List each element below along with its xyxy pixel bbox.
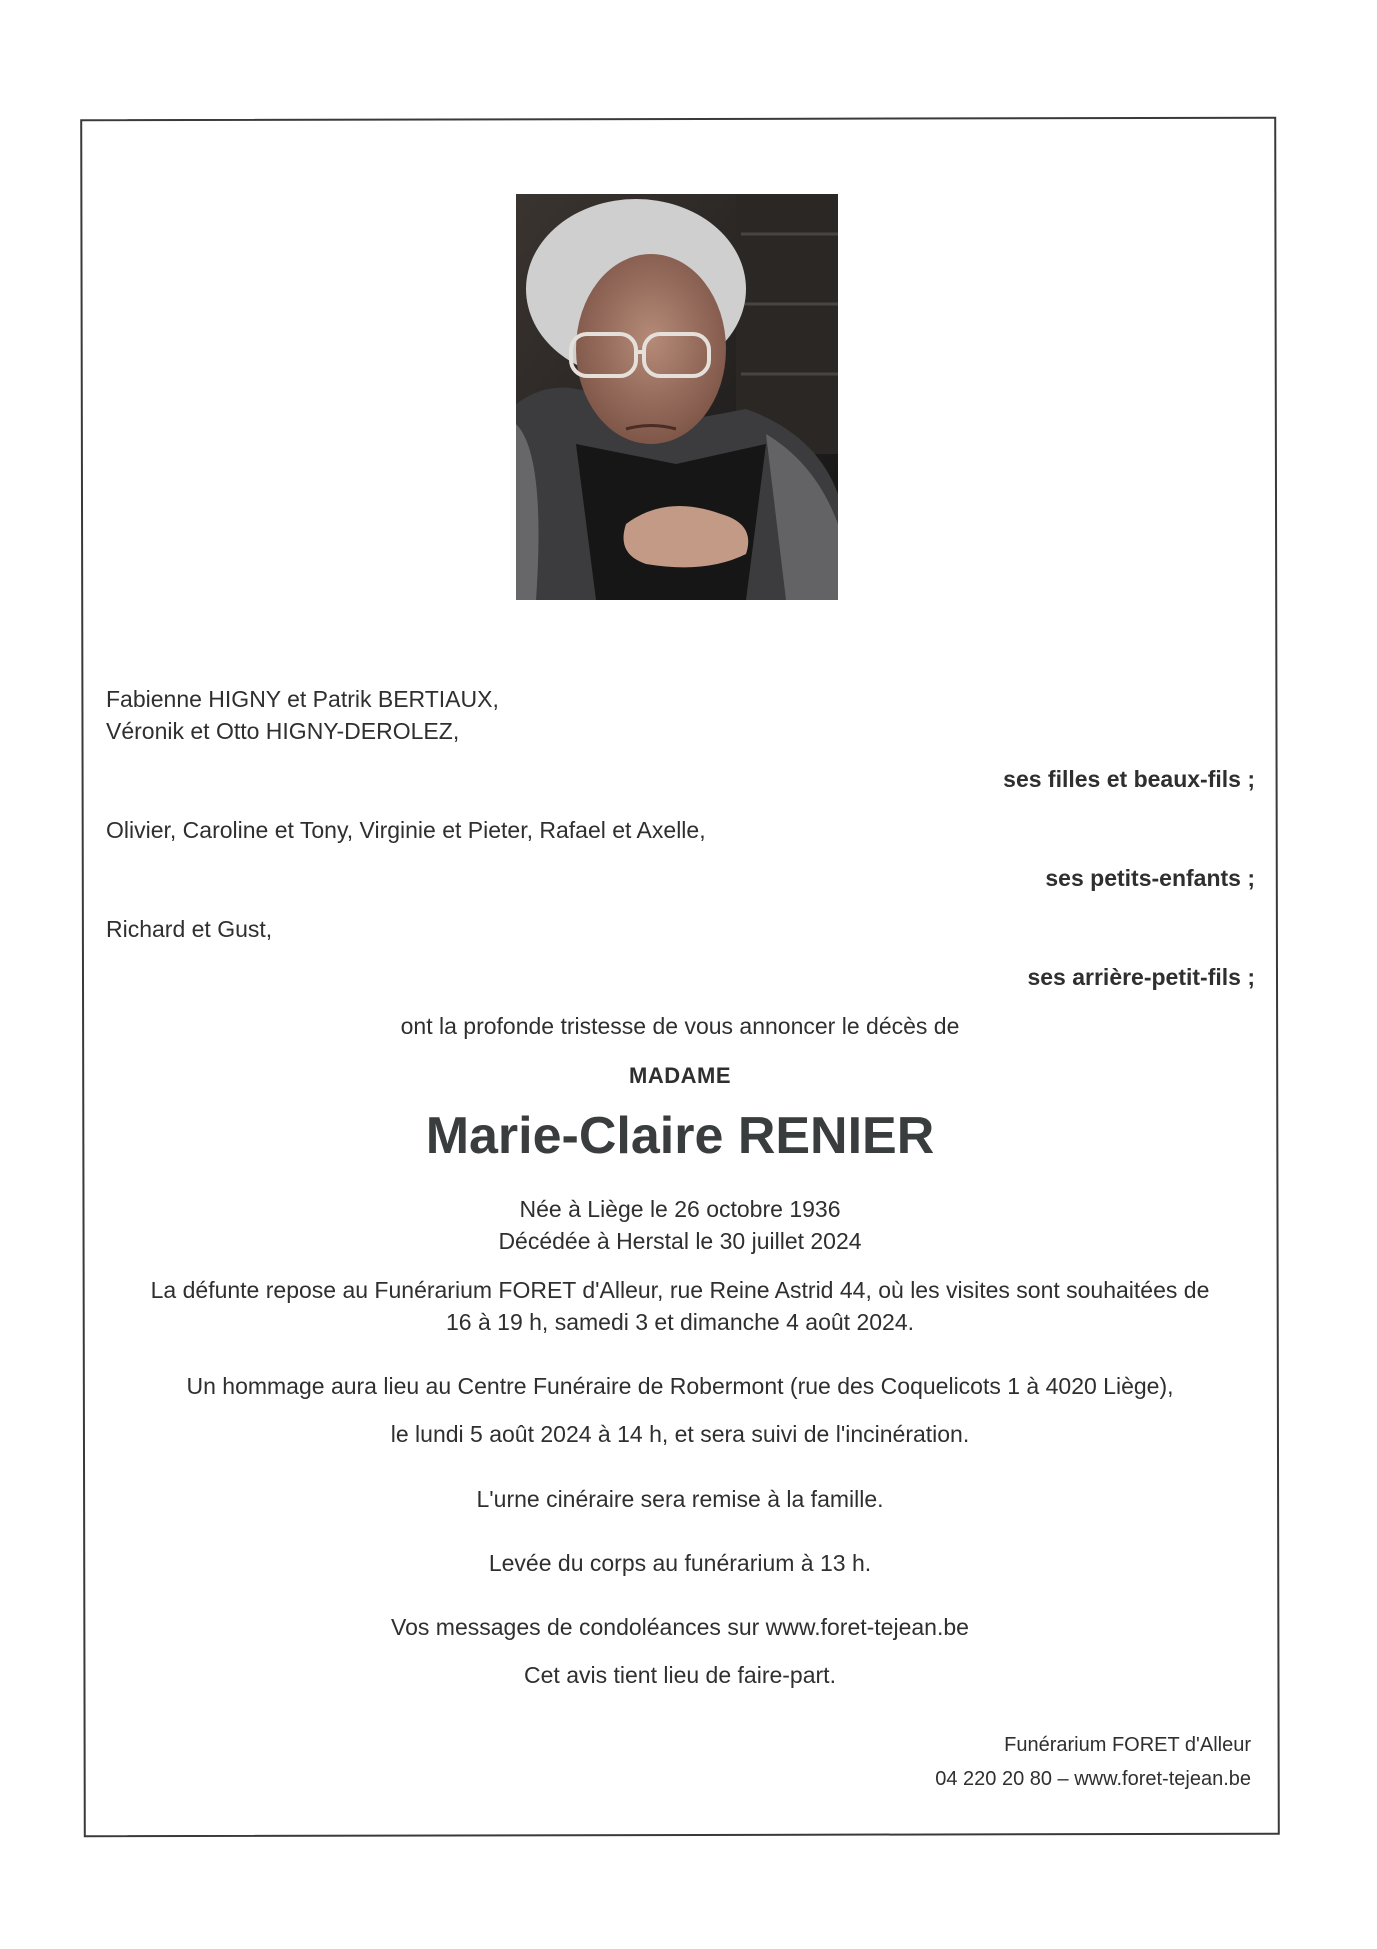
levee-line: Levée du corps au funérarium à 13 h. (488, 1550, 872, 1576)
visit-line-1: La défunte repose au Funérarium FORET d'Alleur, rue Reine Astrid 44, où les visites sont souhaitées de (150, 1277, 1210, 1303)
daughters-relationship-label: ses filles et beaux-fils ; (1003, 766, 1255, 792)
tribute-line-2: le lundi 5 août 2024 à 14 h, et sera suivi de l'incinération. (390, 1421, 970, 1447)
notice-line: Cet avis tient lieu de faire-part. (524, 1662, 836, 1688)
great-grandchildren-line: Richard et Gust, (106, 916, 273, 942)
daughters-line-1: Fabienne HIGNY et Patrik BERTIAUX, (106, 686, 499, 712)
funeral-home-contact: 04 220 20 80 – www.foret-tejean.be (935, 1768, 1251, 1790)
deceased-name: Marie-Claire RENIER (425, 1107, 935, 1165)
condolences-line: Vos messages de condoléances sur www.foret-tejean.be (391, 1614, 969, 1640)
grandchildren-relationship-label: ses petits-enfants ; (1045, 865, 1255, 891)
daughters-line-2: Véronik et Otto HIGNY-DEROLEZ, (106, 718, 460, 744)
urn-line: L'urne cinéraire sera remise à la famille. (476, 1486, 884, 1512)
birth-line: Née à Liège le 26 octobre 1936 (519, 1196, 841, 1222)
funeral-home-name: Funérarium FORET d'Alleur (1004, 1734, 1251, 1756)
portrait-photo (516, 194, 838, 600)
announcement-intro: ont la profonde tristesse de vous annoncer le décès de (400, 1013, 960, 1039)
great-grandchildren-relationship-label: ses arrière-petit-fils ; (1027, 964, 1255, 990)
tribute-line-1: Un hommage aura lieu au Centre Funéraire de Robermont (rue des Coquelicots 1 à 4020 Liège), (186, 1373, 1174, 1399)
visit-line-2: 16 à 19 h, samedi 3 et dimanche 4 août 2024. (446, 1309, 914, 1335)
honorific-title: MADAME (629, 1063, 731, 1088)
grandchildren-line: Olivier, Caroline et Tony, Virginie et Pieter, Rafael et Axelle, (106, 817, 706, 843)
death-line: Décédée à Herstal le 30 juillet 2024 (498, 1228, 862, 1254)
